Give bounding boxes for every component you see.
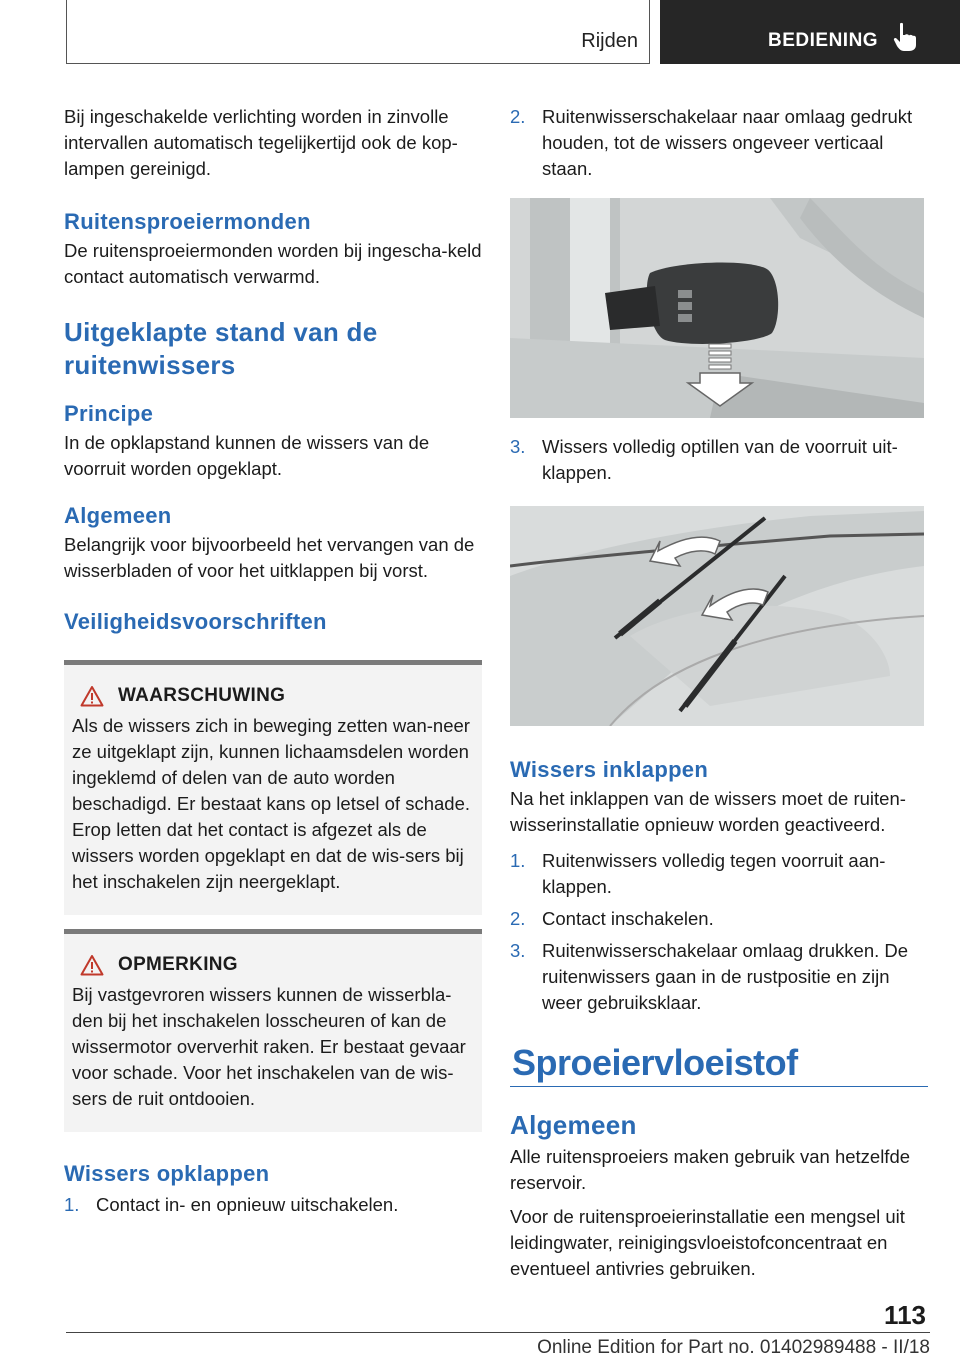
footer-edition: Online Edition for Part no. 01402989488 - II/18: [537, 1337, 930, 1358]
paragraph-inklappen: Na het inklappen van de wissers moet de ruiten‐wisserinstallatie opnieuw worden geactiveerd.: [510, 788, 906, 835]
paragraph-ruitensproeiermonden: De ruitensproeiermonden worden bij ingescha‐keld contact automatisch verwarmd.: [64, 240, 482, 287]
step-number: 3.: [510, 436, 526, 457]
heading-algemeen: Algemeen: [64, 503, 172, 528]
step-text: Wissers volledig optillen van de voorruit uit‐klappen.: [542, 436, 898, 483]
page-number: 113: [884, 1300, 926, 1330]
wiper-switch-illustration: [510, 198, 924, 418]
heading-wissers-inklappen: Wissers inklappen: [510, 757, 709, 782]
step-text: Contact inschakelen.: [542, 908, 714, 929]
step-text: Ruitenwisserschakelaar naar omlaag gedrukt houden, tot de wissers ongeveer verticaal staan.: [542, 106, 913, 179]
heading-uitgeklapte-stand: Uitgeklapte stand van de ruitenwissers: [64, 317, 378, 380]
heading-wissers-opklappen: Wissers opklappen: [64, 1161, 270, 1186]
notice-box: [64, 929, 482, 1132]
step-number: 2.: [510, 908, 526, 929]
heading-principe: Principe: [64, 401, 154, 426]
list-item: [510, 104, 928, 182]
list-item: [64, 1192, 482, 1218]
step-text: Ruitenwissers volledig tegen voorruit aan‐klappen.: [542, 850, 886, 897]
warning-box: [64, 660, 482, 915]
warning-title-row: [72, 685, 474, 707]
paragraph-algemeen-sproei-a: Alle ruitensproeiers maken gebruik van hetzelfde reservoir.: [510, 1146, 911, 1193]
heading-sproeiervloeistof: Sproeiervloeistof: [512, 1042, 798, 1083]
warning-title: WAARSCHUWING: [118, 685, 286, 706]
paragraph-algemeen: Belangrijk voor bijvoorbeeld het vervangen van de wisserbladen of voor het uitklappen bij vorst.: [64, 534, 475, 581]
header-bottom-border: [66, 63, 650, 64]
wiper-switch-image: [510, 198, 924, 418]
notice-title-row: [72, 954, 474, 976]
step-text: Ruitenwisserschakelaar omlaag drukken. De ruitenwissers gaan in de rustpositie en zijn weer gebruiksklaar.: [542, 940, 909, 1013]
header-chapter-tab: [660, 0, 960, 64]
heading-ruitensproeiermonden: Ruitensproeiermonden: [64, 209, 311, 234]
step-number: 2.: [510, 106, 526, 127]
paragraph-algemeen-sproei-b: Voor de ruitensproeierinstallatie een mengsel uit leidingwater, reinigingsvloeistofconcentraat en eventueel antivries gebruiken.: [510, 1206, 905, 1279]
header-section-label: Rijden: [581, 30, 638, 52]
hand-pointer-icon: [892, 22, 918, 52]
right-column: [510, 100, 928, 1282]
step-number: 3.: [510, 940, 526, 961]
step-text: Contact in- en opnieuw uitschakelen.: [96, 1194, 399, 1215]
list-item: [510, 906, 928, 932]
header-divider: [649, 0, 650, 64]
warning-triangle-icon: [80, 954, 104, 976]
warning-triangle-icon: [80, 685, 104, 707]
section-divider: [510, 1086, 928, 1087]
footer-rule: [66, 1332, 930, 1333]
list-item: [510, 848, 928, 900]
heading-algemeen-sproei: Algemeen: [510, 1110, 637, 1140]
header-chapter-label: BEDIENING: [768, 30, 879, 51]
notice-title: OPMERKING: [118, 954, 238, 975]
left-column: [64, 100, 482, 1218]
paragraph-principe: In de opklapstand kunnen de wissers van de voorruit worden opgeklapt.: [64, 432, 430, 479]
notice-text: Bij vastgevroren wissers kunnen de wisserbla‐den bij het inschakelen losscheuren of kan de wissermotor oververhit raken. Er bestaat gevaar voor schade. Voor het inschakelen van de wis‐sers de ruit ontdooien.: [72, 984, 466, 1109]
intro-paragraph: Bij ingeschakelde verlichting worden in zinvolle intervallen automatisch tegelijkertijd ook de kop‐lampen gereinigd.: [64, 106, 458, 179]
warning-text: Als de wissers zich in beweging zetten wan‐neer ze uitgeklapt zijn, kunnen lichaamsdelen worden ingeklemd of delen van de auto worden beschadigd. Er bestaat kans op letsel of schade. Erop letten dat het contact is afgezet als de wissers worden opgeklapt en dat de wis‐sers bij het inschakelen zijn neergeklapt.: [72, 715, 471, 892]
wipers-lifted-image: [510, 506, 924, 726]
heading-veiligheidsvoorschriften: Veiligheidsvoorschriften: [64, 609, 327, 634]
header-left-border: [66, 0, 67, 64]
list-item: [510, 938, 928, 1016]
list-item: [510, 434, 928, 486]
step-number: 1.: [510, 850, 526, 871]
step-number: 1.: [64, 1194, 80, 1215]
wipers-lifted-illustration: [510, 506, 924, 726]
